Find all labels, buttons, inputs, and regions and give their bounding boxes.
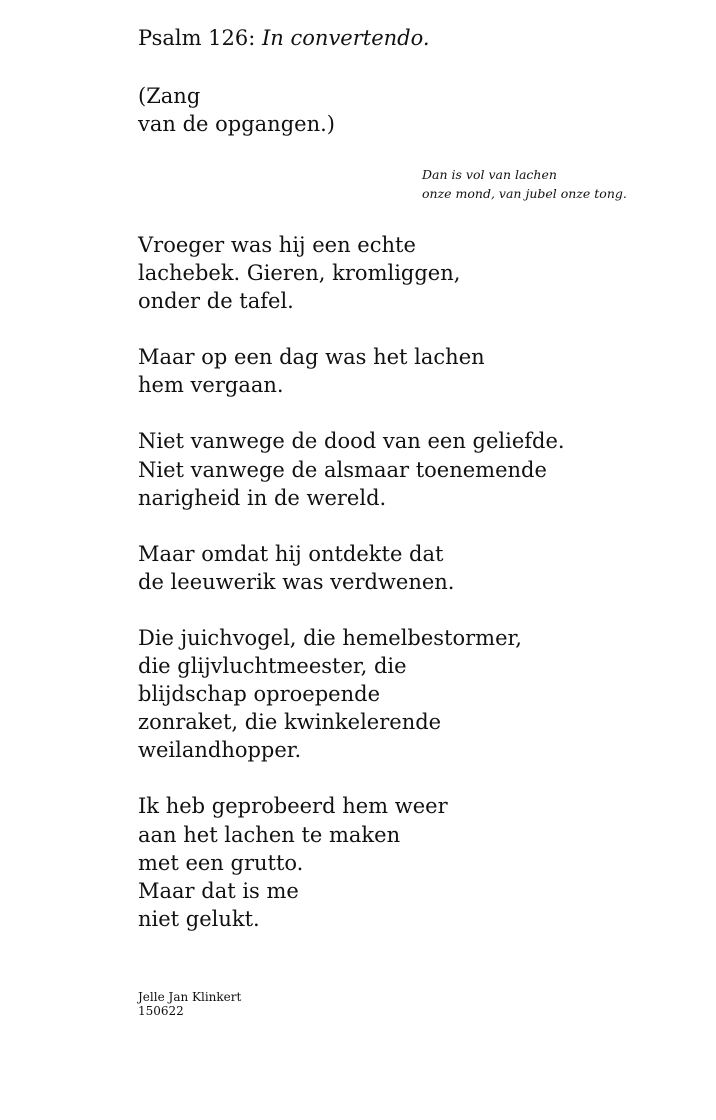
poem-line: Vroeger was hij een echte bbox=[138, 233, 416, 257]
poem-line: narigheid in de wereld. bbox=[138, 485, 387, 510]
subtitle bbox=[138, 82, 335, 138]
stanza bbox=[138, 540, 565, 596]
epigraph-line: Dan is vol van lachen bbox=[422, 167, 557, 182]
poem-line: Ik heb geprobeerd hem weer bbox=[138, 794, 448, 819]
stanza bbox=[138, 624, 565, 764]
poem-line: weilandhopper. bbox=[138, 738, 302, 763]
stanza bbox=[138, 792, 565, 932]
poem-line: zonraket, die kwinkelerende bbox=[138, 710, 442, 735]
poem-line: Niet vanwege de dood van een geliefde. bbox=[138, 429, 565, 454]
poem-line: lachebek. Gieren, kromliggen, bbox=[138, 261, 461, 286]
subtitle-line: van de opgangen.) bbox=[138, 112, 335, 136]
author-name: Jelle Jan Klinkert bbox=[138, 990, 242, 1004]
poem-line: de leeuwerik was verdwenen. bbox=[138, 569, 455, 594]
title-italic: In convertendo. bbox=[262, 26, 430, 50]
title-prefix: Psalm 126: bbox=[138, 26, 263, 50]
signature bbox=[138, 990, 241, 1018]
page-title bbox=[138, 24, 430, 52]
poem-body bbox=[138, 231, 565, 961]
poem-line: Maar dat is me bbox=[138, 878, 299, 903]
poem-line: onder de tafel. bbox=[138, 289, 294, 314]
poem-line: Maar op een dag was het lachen bbox=[138, 345, 485, 370]
poem-line: Maar omdat hij ontdekte dat bbox=[138, 541, 444, 566]
poem-line: niet gelukt. bbox=[138, 906, 260, 931]
poem-line: die glijvluchtmeester, die bbox=[138, 654, 407, 679]
stanza bbox=[138, 427, 565, 511]
poem-line: blijdschap oproepende bbox=[138, 682, 380, 707]
poem-line: aan het lachen te maken bbox=[138, 822, 401, 847]
stanza bbox=[138, 343, 565, 399]
stanza bbox=[138, 231, 565, 315]
date-stamp: 150622 bbox=[138, 1004, 184, 1018]
poem-line: Die juichvogel, die hemelbestormer, bbox=[138, 625, 522, 650]
poem-line: hem vergaan. bbox=[138, 373, 284, 398]
poem-line: Niet vanwege de alsmaar toenemende bbox=[138, 457, 547, 482]
poem-line: met een grutto. bbox=[138, 850, 304, 875]
epigraph-line: onze mond, van jubel onze tong. bbox=[422, 186, 627, 201]
epigraph bbox=[422, 165, 627, 203]
subtitle-line: (Zang bbox=[138, 84, 201, 108]
